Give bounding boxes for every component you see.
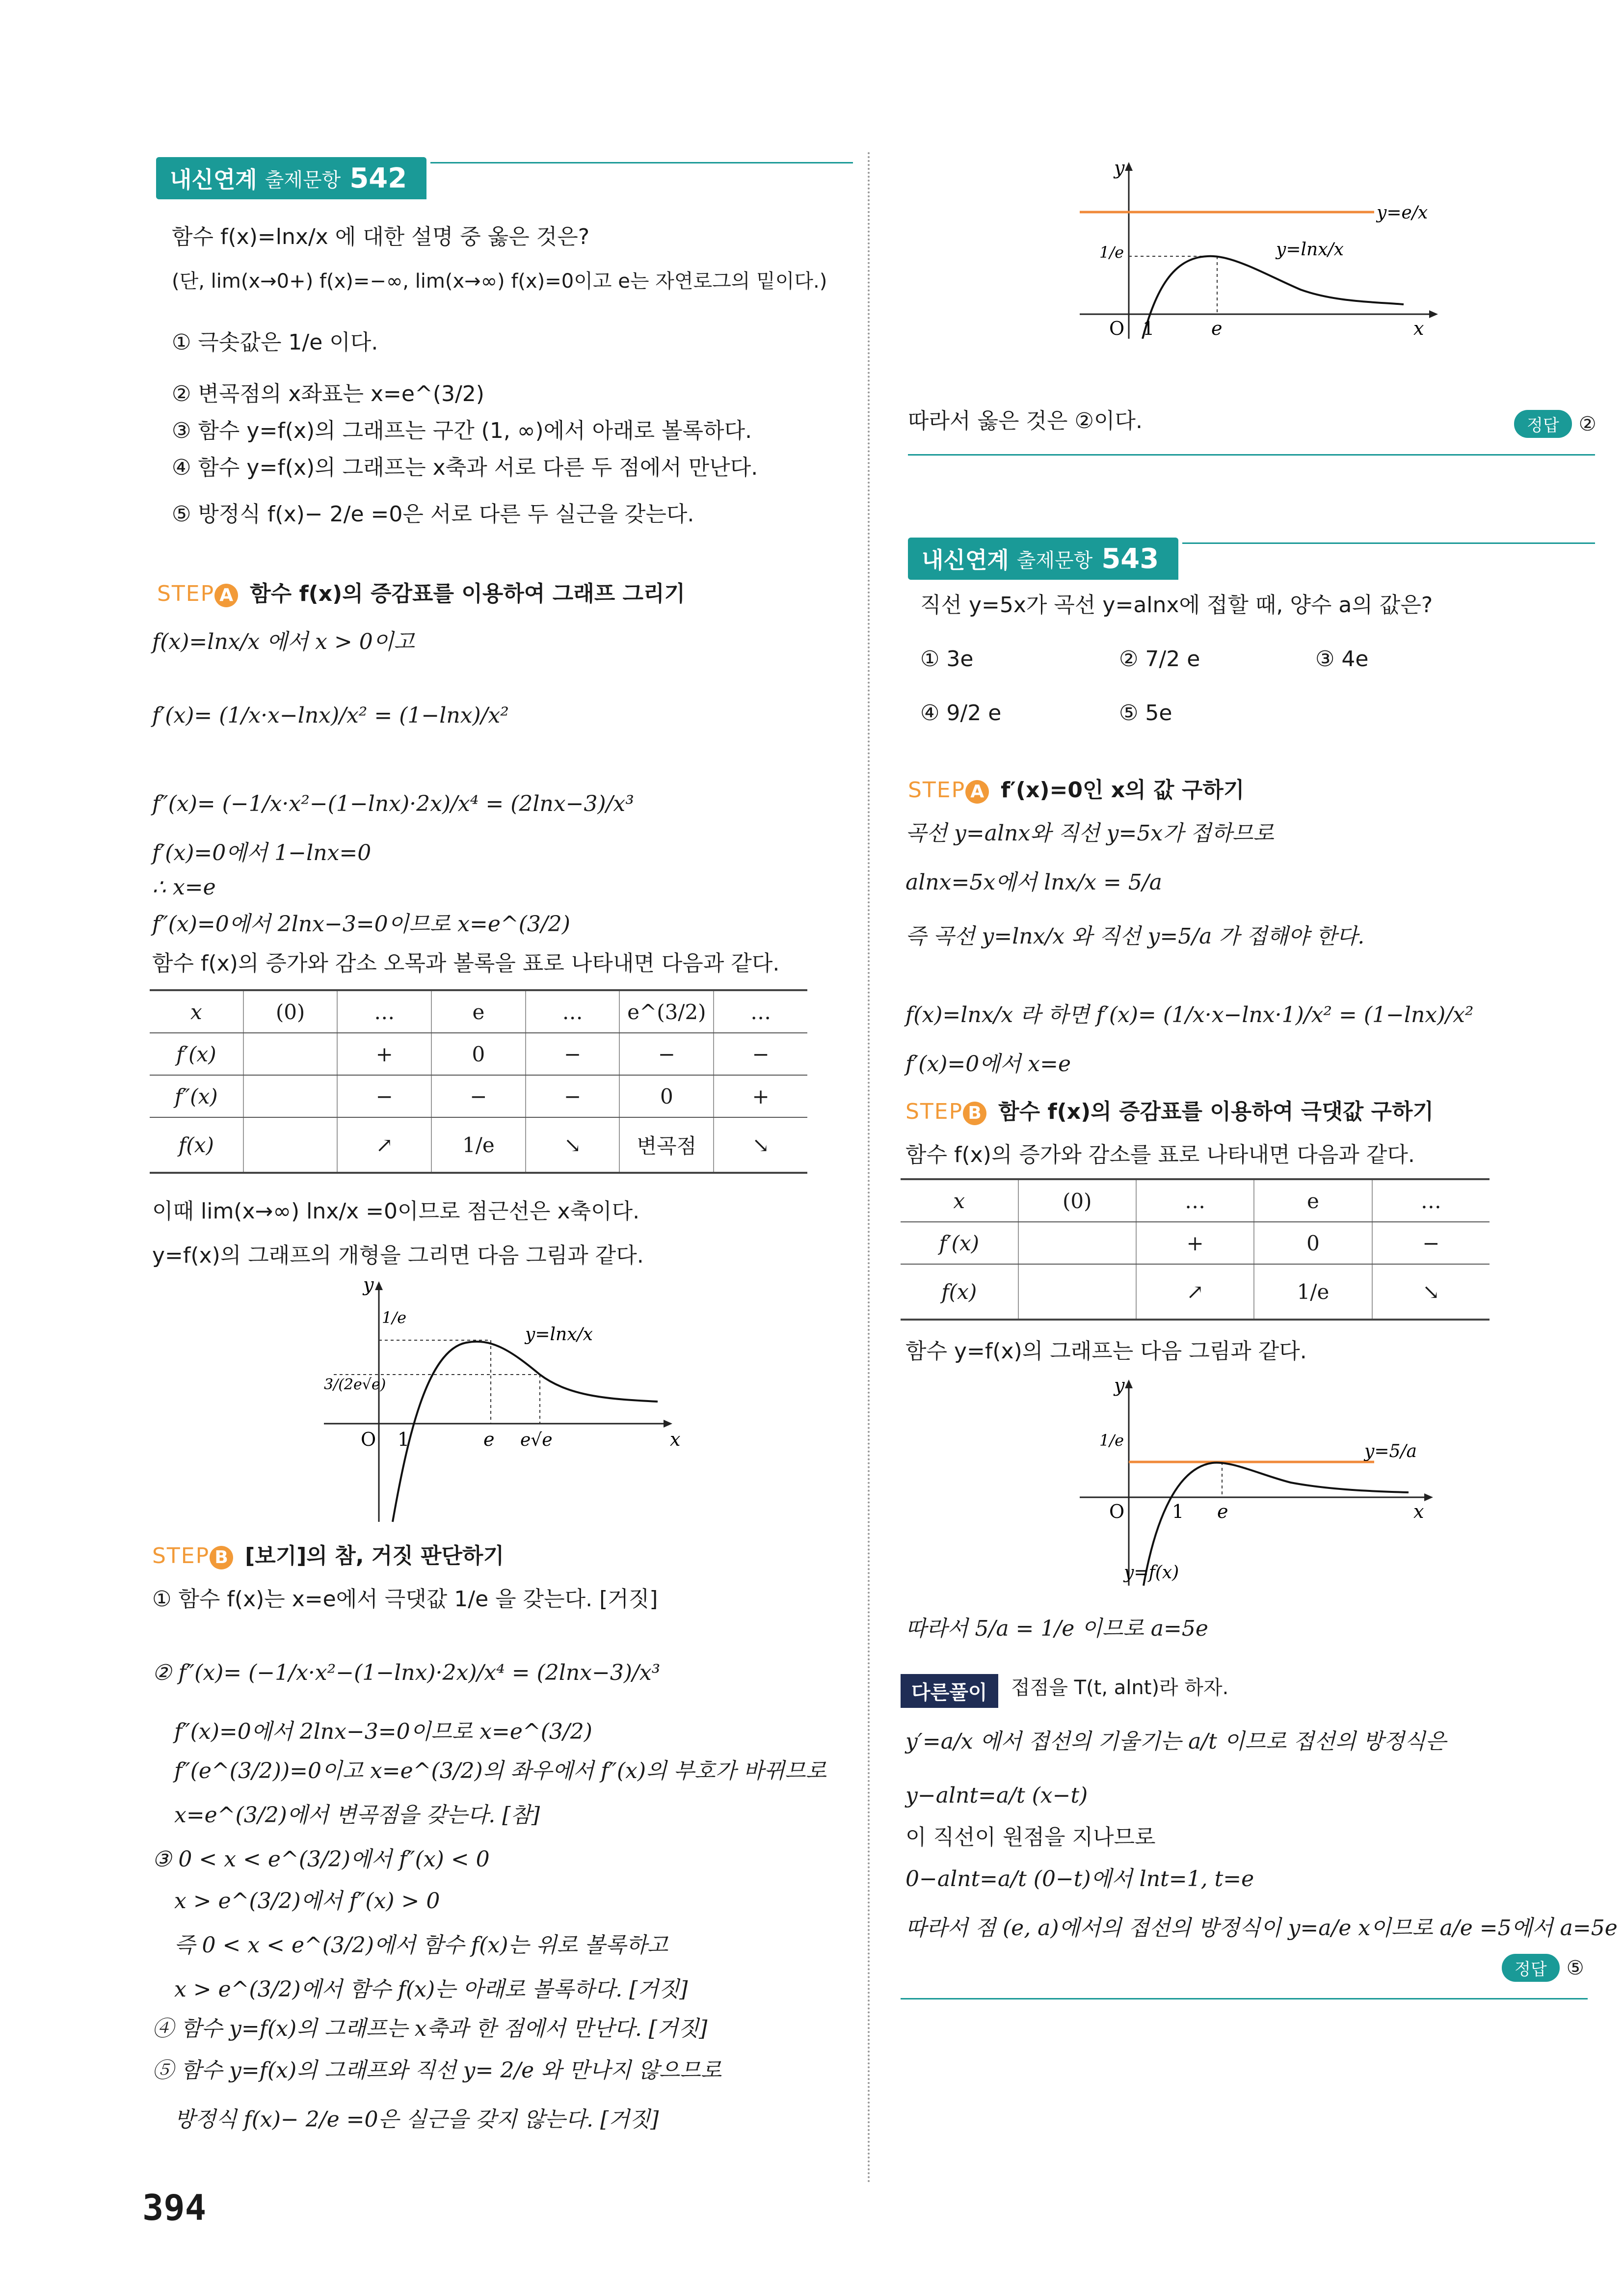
answer-542	[1514, 410, 1596, 438]
y-label: y	[1114, 1375, 1125, 1396]
stepB-line-11: ⑤ 함수 y=f(x)의 그래프와 직선 y= 2/e 와 만나지 않으므로	[152, 2058, 722, 2083]
one-label: 1	[1143, 318, 1155, 339]
header-brand: 내신연계	[170, 166, 257, 193]
header-label: 출제문항	[265, 168, 341, 191]
table-cell: x	[901, 1179, 1018, 1222]
x-axis-arrow	[1429, 310, 1438, 318]
choice-543-4: ④ 9/2 e	[920, 701, 1002, 726]
header-rule	[430, 162, 853, 163]
curve-label: y=f(x)	[1124, 1563, 1179, 1583]
stepA-line-5: ∴ x=e	[152, 875, 216, 900]
table-row	[150, 1033, 807, 1075]
table-cell: ↘	[1372, 1264, 1490, 1320]
alt-line-2: y−alnt=a/t (x−t)	[905, 1783, 1088, 1808]
table-cell: f″(x)	[150, 1075, 243, 1117]
choice-543-1: ① 3e	[920, 647, 974, 672]
table-cell: 0	[431, 1033, 526, 1075]
table-row	[901, 1264, 1490, 1320]
alt-line-1: y′=a/x 에서 접선의 기울기는 a/t 이므로 접선의 방정식은	[905, 1729, 1446, 1754]
choice-543-3: ③ 4e	[1315, 647, 1369, 672]
table-cell	[243, 1033, 338, 1075]
table-row	[150, 990, 807, 1033]
table-row	[901, 1222, 1490, 1264]
step-ball: B	[963, 1102, 986, 1125]
choice-5: ⑤ 방정식 f(x)− 2/e =0은 서로 다른 두 실근을 갖는다.	[172, 502, 694, 527]
answer-pill: 정답	[1514, 410, 1572, 438]
one-over-e-label: 1/e	[1099, 1431, 1124, 1450]
curve-label: y=lnx/x	[525, 1324, 593, 1345]
y-label: y	[1114, 157, 1125, 179]
step-ball: A	[214, 584, 238, 607]
543-conclusion: 따라서 5/a = 1/e 이므로 a=5e	[905, 1616, 1208, 1641]
header-label: 출제문항	[1016, 549, 1093, 572]
table-row	[901, 1179, 1490, 1222]
stepB-line-8: 즉 0 < x < e^(3/2)에서 함수 f(x)는 위로 볼록하고	[174, 1933, 668, 1958]
stepB-line-1: ① 함수 f(x)는 x=e에서 극댓값 1/e 을 갖는다. [거짓]	[152, 1587, 658, 1612]
section-rule	[901, 1998, 1588, 1999]
table-cell	[243, 1075, 338, 1117]
y-axis-arrow	[1125, 162, 1133, 171]
alt-line-5: 따라서 점 (e, a)에서의 접선의 방정식이 y=a/e x이므로 a/e =5에서 a=5e	[905, 1916, 1618, 1941]
e-label: e	[1217, 1501, 1228, 1522]
line-label: y=e/x	[1377, 203, 1428, 223]
table-cell: f(x)	[901, 1264, 1018, 1320]
step-a-heading-543	[908, 776, 1244, 805]
table-cell: +	[714, 1075, 807, 1117]
table-cell: −	[526, 1075, 620, 1117]
table-cell	[1018, 1222, 1136, 1264]
table-cell: f(x)	[150, 1117, 243, 1173]
answer-pill: 정답	[1502, 1954, 1560, 1982]
increase-table-543	[901, 1178, 1490, 1321]
one-label: 1	[398, 1429, 410, 1450]
table-cell: −	[526, 1033, 620, 1075]
line-label: y=5/a	[1364, 1441, 1417, 1461]
question-543: 직선 y=5x가 곡선 y=alnx에 접할 때, 양수 a의 값은?	[920, 593, 1433, 618]
alt-solution-tag: 다른풀이	[901, 1674, 998, 1708]
table-cell: e	[1254, 1179, 1372, 1222]
problem-542-header	[156, 157, 853, 199]
step-label: STEP	[157, 581, 215, 606]
graph-lnx-with-e-over-x	[1070, 152, 1463, 339]
question-542-condition: (단, lim(x→0+) f(x)=−∞, lim(x→∞) f(x)=0이고 e는 자연로그의 밑이다.)	[172, 270, 827, 293]
x-axis-arrow	[664, 1420, 672, 1428]
choice-543-5: ⑤ 5e	[1119, 701, 1172, 726]
table-cell: ↗	[337, 1117, 431, 1173]
choice-2: ② 변곡점의 x좌표는 x=e^(3/2)	[172, 381, 484, 406]
x-label: x	[670, 1429, 681, 1450]
section-rule	[908, 454, 1595, 456]
x-label: x	[1413, 1501, 1424, 1522]
table-cell: 변곡점	[619, 1117, 714, 1173]
step-label: STEP	[905, 1099, 963, 1124]
step-a-heading-542	[157, 579, 685, 609]
table-row	[150, 1117, 807, 1173]
step-title: f′(x)=0인 x의 값 구하기	[1001, 778, 1245, 803]
step-title: 함수 f(x)의 증감표를 이용하여 극댓값 구하기	[998, 1099, 1434, 1124]
stepA-line-6: f″(x)=0에서 2lnx−3=0이므로 x=e^(3/2)	[152, 912, 570, 937]
e-label: e	[483, 1429, 495, 1450]
stepB-line-10: ④ 함수 y=f(x)의 그래프는 x축과 한 점에서 만난다. [거짓]	[152, 2016, 708, 2041]
table-cell: 1/e	[431, 1117, 526, 1173]
table-cell: ↘	[714, 1117, 807, 1173]
step-title: 함수 f(x)의 증감표를 이용하여 그래프 그리기	[250, 581, 686, 606]
header-tag	[908, 538, 1178, 580]
543-stepA-line-2: alnx=5x에서 lnx/x = 5/a	[905, 870, 1162, 895]
x-axis-arrow	[1424, 1493, 1433, 1501]
stepA-line-4: f′(x)=0에서 1−lnx=0	[152, 840, 372, 865]
header-brand: 내신연계	[922, 547, 1009, 573]
increase-table-542	[150, 989, 807, 1174]
table-cell	[1018, 1264, 1136, 1320]
table-cell: −	[337, 1075, 431, 1117]
stepB-line-12: 방정식 f(x)− 2/e =0은 실근을 갖지 않는다. [거짓]	[174, 2107, 659, 2132]
one-over-e-label: 1/e	[382, 1308, 407, 1327]
table-cell: 0	[619, 1075, 714, 1117]
stepB-line-5: x=e^(3/2)에서 변곡점을 갖는다. [참]	[174, 1803, 540, 1828]
table-cell: (0)	[1018, 1179, 1136, 1222]
column-divider	[868, 152, 870, 2185]
table-cell: …	[526, 990, 620, 1033]
543-stepA-line-1: 곡선 y=alnx와 직선 y=5x가 접하므로	[905, 821, 1274, 846]
table-cell: ↗	[1136, 1264, 1254, 1320]
table-cell: ↘	[526, 1117, 620, 1173]
y-axis-arrow	[1125, 1379, 1133, 1388]
alt-line-4: 0−alnt=a/t (0−t)에서 lnt=1, t=e	[905, 1866, 1254, 1891]
step-b-heading-543	[905, 1097, 1434, 1127]
table-cell: (0)	[243, 990, 338, 1033]
table-cell	[243, 1117, 338, 1173]
one-label: 1	[1172, 1501, 1184, 1522]
origin-label: O	[361, 1429, 376, 1450]
table-cell: −	[714, 1033, 807, 1075]
stepA-line-3: f″(x)= (−1/x·x²−(1−lnx)·2x)/x⁴ = (2lnx−3)/x³	[152, 791, 634, 816]
after-table-1: 이때 lim(x→∞) lnx/x =0이므로 점근선은 x축이다.	[152, 1199, 640, 1224]
step-b-heading-542	[152, 1541, 504, 1571]
stepB-line-9: x > e^(3/2)에서 함수 f(x)는 아래로 볼록하다. [거짓]	[174, 1977, 688, 2002]
origin-label: O	[1109, 1501, 1125, 1522]
e-label: e	[1211, 318, 1223, 339]
table-cell: +	[1136, 1222, 1254, 1264]
stepB-line-3: f″(x)=0에서 2lnx−3=0이므로 x=e^(3/2)	[174, 1719, 592, 1744]
answer-value: ②	[1578, 412, 1596, 435]
graph-lnx-over-x	[314, 1276, 687, 1532]
table-row	[150, 1075, 807, 1117]
x-label: x	[1413, 318, 1424, 339]
conclusion-542: 따라서 옳은 것은 ②이다.	[908, 408, 1143, 433]
header-number: 542	[349, 162, 407, 194]
table-cell: 1/e	[1254, 1264, 1372, 1320]
step-title: [보기]의 참, 거짓 판단하기	[245, 1543, 505, 1568]
table-cell: x	[150, 990, 243, 1033]
question-542: 함수 f(x)=lnx/x 에 대한 설명 중 옳은 것은?	[172, 224, 590, 249]
page-number: 394	[142, 2187, 207, 2228]
one-over-e-label: 1/e	[1099, 243, 1124, 262]
y-axis-arrow	[375, 1281, 383, 1290]
table-cell: …	[1372, 1179, 1490, 1222]
choice-1: ① 극솟값은 1/e 이다.	[172, 330, 378, 355]
esqe-label: e√e	[520, 1430, 553, 1450]
step-label: STEP	[908, 778, 966, 803]
step-label: STEP	[152, 1543, 210, 1568]
alt-intro: 접점을 T(t, alnt)라 하자.	[1011, 1676, 1229, 1699]
543-stepA-line-3: 즉 곡선 y=lnx/x 와 직선 y=5/a 가 접해야 한다.	[905, 924, 1365, 949]
stepB-line-7: x > e^(3/2)에서 f″(x) > 0	[174, 1889, 440, 1914]
alt-line-3: 이 직선이 원점을 지나므로	[905, 1825, 1156, 1850]
stepB-line-2: ② f″(x)= (−1/x·x²−(1−lnx)·2x)/x⁴ = (2lnx−3)/x³	[152, 1660, 661, 1685]
problem-543-header	[908, 538, 1595, 580]
table-cell: …	[1136, 1179, 1254, 1222]
after-table-2: y=f(x)의 그래프의 개형을 그리면 다음 그림과 같다.	[152, 1243, 644, 1268]
543-stepA-line-5: f′(x)=0에서 x=e	[905, 1052, 1071, 1077]
table-cell: e^(3/2)	[619, 990, 714, 1033]
answer-value: ⑤	[1566, 1956, 1584, 1979]
origin-label: O	[1109, 318, 1125, 339]
graph-f-with-5-over-a	[1070, 1370, 1443, 1595]
answer-543	[1502, 1954, 1584, 1982]
stepA-line-7: 함수 f(x)의 증가와 감소 오목과 볼록을 표로 나타내면 다음과 같다.	[152, 951, 780, 976]
stepB-line-4: f″(e^(3/2))=0이고 x=e^(3/2)의 좌우에서 f″(x)의 부호가 바뀌므로	[174, 1758, 827, 1783]
stepB-line-6: ③ 0 < x < e^(3/2)에서 f″(x) < 0	[152, 1847, 490, 1872]
table-cell: f′(x)	[150, 1033, 243, 1075]
choice-543-2: ② 7/2 e	[1119, 647, 1200, 672]
543-stepB-line-1: 함수 f(x)의 증가와 감소를 표로 나타내면 다음과 같다.	[905, 1142, 1415, 1167]
table-cell: −	[1372, 1222, 1490, 1264]
three-over-label: 3/(2e√e)	[324, 1376, 386, 1393]
table-cell: −	[431, 1075, 526, 1117]
table-cell: +	[337, 1033, 431, 1075]
table-cell: e	[431, 990, 526, 1033]
stepA-line-2: f′(x)= (1/x·x−lnx)/x² = (1−lnx)/x²	[152, 703, 509, 728]
choice-4: ④ 함수 y=f(x)의 그래프는 x축과 서로 다른 두 점에서 만난다.	[172, 455, 758, 480]
table-cell: −	[619, 1033, 714, 1075]
curve-label: y=lnx/x	[1276, 240, 1344, 260]
header-number: 543	[1101, 542, 1159, 575]
curve-lnx-x	[1143, 256, 1404, 339]
stepA-line-1: f(x)=lnx/x 에서 x > 0이고	[152, 629, 415, 654]
table-cell: …	[714, 990, 807, 1033]
table-cell: …	[337, 990, 431, 1033]
543-stepA-line-4: f(x)=lnx/x 라 하면 f′(x)= (1/x·x−lnx·1)/x² = (1−lnx)/x²	[905, 1002, 1474, 1027]
table-cell: f′(x)	[901, 1222, 1018, 1264]
header-tag	[156, 157, 426, 199]
step-ball: A	[965, 780, 989, 804]
curve-f	[1144, 1462, 1409, 1586]
y-label: y	[363, 1276, 374, 1296]
step-ball: B	[210, 1546, 233, 1569]
choice-3: ③ 함수 y=f(x)의 그래프는 구간 (1, ∞)에서 아래로 볼록하다.	[172, 418, 752, 443]
table-cell: 0	[1254, 1222, 1372, 1264]
543-graph-intro: 함수 y=f(x)의 그래프는 다음 그림과 같다.	[905, 1339, 1307, 1364]
header-rule	[1182, 542, 1595, 544]
